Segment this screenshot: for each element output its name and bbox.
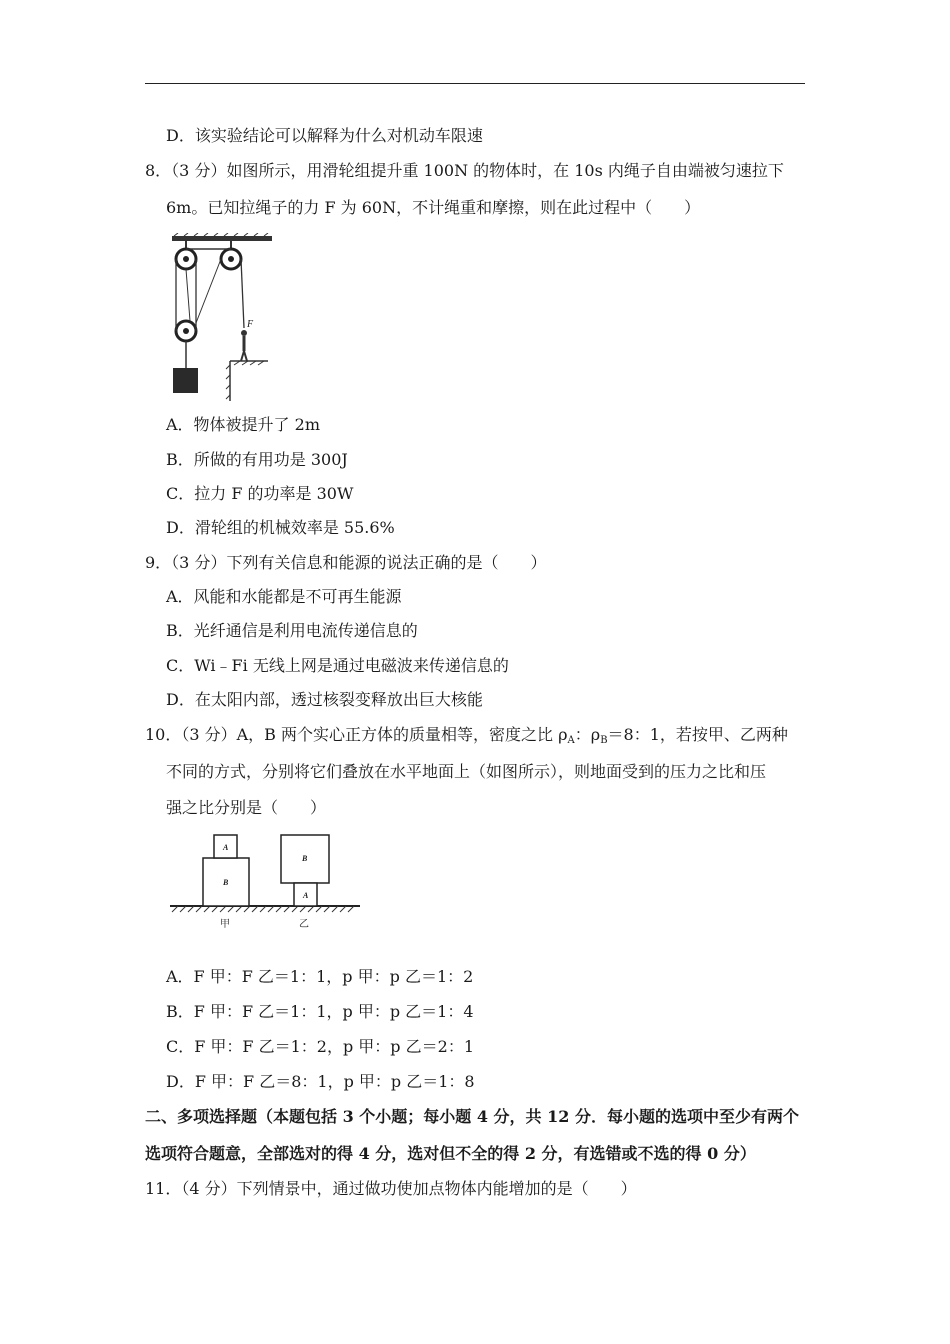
q9-option-c: C．Wi﹣Fi 无线上网是通过电磁波来传递信息的 — [166, 656, 509, 675]
q8-option-d: D．滑轮组的机械效率是 55.6% — [166, 518, 395, 537]
q10-stem-pre: 10．（3 分）A，B 两个实心正方体的质量相等，密度之比 ρ — [145, 725, 568, 744]
q10-stem-mid: ：ρ — [574, 725, 601, 744]
caption-yi: 乙 — [299, 919, 309, 930]
q10-stem-post: ＝8：1，若按甲、乙两种 — [607, 725, 788, 744]
section2-heading-line1: 二、多项选择题（本题包括 3 个小题；每小题 4 分，共 12 分．每小题的选项中至少有两个 — [145, 1107, 799, 1126]
q9-option-b: B．光纤通信是利用电流传递信息的 — [166, 621, 418, 640]
q10-option-a: A．F 甲：F 乙＝1：1，p 甲：p 乙＝1：2 — [166, 967, 474, 986]
label-a-yi: A — [303, 891, 309, 900]
q11-stem: 11．（4 分）下列情景中，通过做功使加点物体内能增加的是（ ） — [145, 1179, 637, 1198]
q8-option-b: B．所做的有用功是 300J — [166, 450, 348, 469]
rho-subscript-a: A — [567, 735, 575, 746]
hanging-weight — [173, 368, 198, 393]
caption-jia: 甲 — [220, 919, 230, 930]
q7-option-d: D．该实验结论可以解释为什么对机动车限速 — [166, 126, 483, 145]
section2-heading-line2: 选项符合题意，全部选对的得 4 分，选对但不全的得 2 分，有选错或不选的得 0 分） — [145, 1144, 756, 1163]
ceiling-beam — [172, 236, 272, 241]
q8-option-a: A．物体被提升了 2m — [166, 415, 320, 434]
q10-stem-line3: 强之比分别是（ ） — [166, 798, 327, 817]
q10-stem-line2: 不同的方式，分别将它们叠放在水平地面上（如图所示），则地面受到的压力之比和压 — [166, 762, 767, 781]
q8-stem-line2: 6m。已知拉绳子的力 F 为 60N，不计绳重和摩擦，则在此过程中（ ） — [166, 198, 701, 217]
rho-subscript-b: B — [600, 735, 608, 746]
pulley-system-figure — [168, 233, 278, 403]
q9-stem: 9．（3 分）下列有关信息和能源的说法正确的是（ ） — [145, 553, 547, 572]
label-b-yi: B — [302, 854, 308, 863]
label-a-jia: A — [223, 843, 229, 852]
q8-option-c: C．拉力 F 的功率是 30W — [166, 484, 354, 503]
q9-option-d: D．在太阳内部，透过核裂变释放出巨大核能 — [166, 690, 483, 709]
q10-option-b: B．F 甲：F 乙＝1：1，p 甲：p 乙＝1：4 — [166, 1002, 474, 1021]
q10-option-d: D．F 甲：F 乙＝8：1，p 甲：p 乙＝1：8 — [166, 1072, 475, 1091]
label-b-jia: B — [223, 878, 229, 887]
stacked-cubes-figure — [168, 830, 363, 935]
q9-option-a: A．风能和水能都是不可再生能源 — [166, 587, 402, 606]
force-label-f: F — [247, 319, 254, 330]
header-rule — [145, 83, 805, 84]
q10-stem-line1 — [145, 724, 788, 752]
q10-option-c: C．F 甲：F 乙＝1：2，p 甲：p 乙＝2：1 — [166, 1037, 474, 1056]
q8-stem-line1: 8．（3 分）如图所示，用滑轮组提升重 100N 的物体时，在 10s 内绳子自由端被匀速拉下 — [145, 161, 784, 180]
